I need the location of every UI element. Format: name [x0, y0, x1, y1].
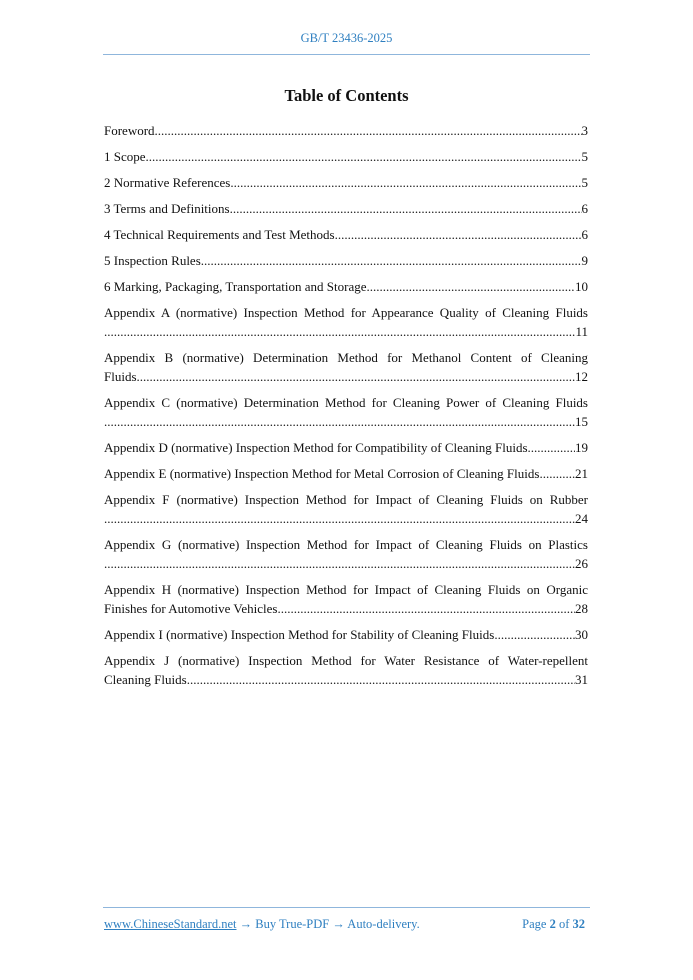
toc-entry[interactable] [104, 173, 588, 192]
toc-entry[interactable] [104, 303, 588, 341]
dot-leader [230, 199, 582, 218]
toc-page-number: 21 [575, 466, 588, 481]
toc-entry-title: Fluids [104, 369, 137, 384]
toc-entry-title-line: Appendix A (normative) Inspection Method for Appearance Quality of Cleaning Fluids [104, 305, 588, 320]
toc-entry[interactable] [104, 625, 588, 644]
toc-page-number: 10 [575, 279, 588, 294]
footer [104, 917, 585, 932]
toc-entry[interactable] [104, 464, 588, 483]
dot-leader [137, 367, 575, 386]
toc-page-number: 28 [575, 601, 588, 616]
dot-leader [539, 464, 575, 483]
toc-entry-title: 6 Marking, Packaging, Transportation and Storage [104, 279, 367, 294]
toc-page-number: 5 [581, 175, 588, 190]
dot-leader [494, 625, 575, 644]
dot-leader [104, 509, 575, 528]
toc-page-number: 30 [575, 627, 588, 642]
toc-entry[interactable] [104, 393, 588, 431]
dot-leader [155, 121, 582, 140]
dot-leader [277, 599, 575, 618]
toc-entry-title-line: Appendix H (normative) Inspection Method for Impact of Cleaning Fluids on Organic [104, 582, 588, 597]
toc-entry[interactable] [104, 121, 588, 140]
footer-promo [104, 917, 420, 932]
dot-leader [367, 277, 576, 296]
page-indicator: Page 2 of 32 [522, 917, 585, 931]
footer-divider [103, 907, 590, 908]
toc-entry[interactable] [104, 277, 588, 296]
toc-entry-title: Finishes for Automotive Vehicles [104, 601, 278, 616]
toc-entry[interactable] [104, 199, 588, 218]
dot-leader [104, 412, 575, 431]
toc-entry-title: 1 Scope [104, 149, 146, 164]
toc-entry-title: Appendix E (normative) Inspection Method for Metal Corrosion of Cleaning Fluids [104, 466, 540, 481]
dot-leader [187, 670, 575, 689]
toc-entry-title: Appendix D (normative) Inspection Method for Compatibility of Cleaning Fluids [104, 440, 528, 455]
toc-entry-title-line: Appendix G (normative) Inspection Method for Impact of Cleaning Fluids on Plastics [104, 537, 588, 552]
toc-page-number: 11 [575, 324, 588, 339]
toc-page-number: 26 [575, 556, 588, 571]
toc-entry-title: Cleaning Fluids [104, 672, 187, 687]
toc-entry[interactable] [104, 535, 588, 573]
toc-entry-title: 2 Normative References [104, 175, 231, 190]
toc-page-number: 31 [575, 672, 588, 687]
toc-entry[interactable] [104, 438, 588, 457]
toc-entry[interactable] [104, 348, 588, 386]
dot-leader [104, 554, 575, 573]
toc-entry-title: 4 Technical Requirements and Test Methods [104, 227, 335, 242]
toc-page-number: 6 [581, 201, 588, 216]
toc-entry[interactable] [104, 225, 588, 244]
toc-page-number: 5 [581, 149, 588, 164]
toc-entry[interactable] [104, 580, 588, 618]
dot-leader [230, 173, 581, 192]
table-of-contents [104, 121, 588, 696]
toc-page-number: 24 [575, 511, 588, 526]
document-id-header: GB/T 23436-2025 [300, 31, 393, 45]
website-link[interactable]: www.ChineseStandard.net [104, 917, 237, 931]
header-divider [103, 54, 590, 55]
dot-leader [104, 322, 575, 341]
toc-entry[interactable] [104, 251, 588, 270]
toc-page-number: 19 [575, 440, 588, 455]
toc-entry[interactable] [104, 147, 588, 166]
toc-entry-title: Foreword [104, 123, 155, 138]
toc-entry-title-line: Appendix B (normative) Determination Method for Methanol Content of Cleaning [104, 350, 588, 365]
toc-page-number: 9 [581, 253, 588, 268]
toc-entry-title: 3 Terms and Definitions [104, 201, 230, 216]
toc-page-number: 3 [581, 123, 588, 138]
promo-text: → Buy True-PDF → Auto-delivery. [236, 917, 420, 931]
current-page: 2 [549, 917, 556, 931]
total-pages: 32 [572, 917, 585, 931]
toc-entry[interactable] [104, 651, 588, 689]
toc-entry-title-line: Appendix F (normative) Inspection Method for Impact of Cleaning Fluids on Rubber [104, 492, 588, 507]
dot-leader [201, 251, 582, 270]
dot-leader [146, 147, 582, 166]
toc-entry-title-line: Appendix J (normative) Inspection Method for Water Resistance of Water-repellent [104, 653, 588, 668]
toc-page-number: 15 [575, 414, 588, 429]
page-title: Table of Contents [284, 86, 409, 105]
toc-entry-title: 5 Inspection Rules [104, 253, 201, 268]
toc-entry[interactable] [104, 490, 588, 528]
toc-page-number: 12 [575, 369, 588, 384]
toc-page-number: 6 [581, 227, 588, 242]
dot-leader [335, 225, 582, 244]
toc-entry-title-line: Appendix C (normative) Determination Method for Cleaning Power of Cleaning Fluids [104, 395, 588, 410]
dot-leader [528, 438, 575, 457]
toc-entry-title: Appendix I (normative) Inspection Method for Stability of Cleaning Fluids [104, 627, 495, 642]
